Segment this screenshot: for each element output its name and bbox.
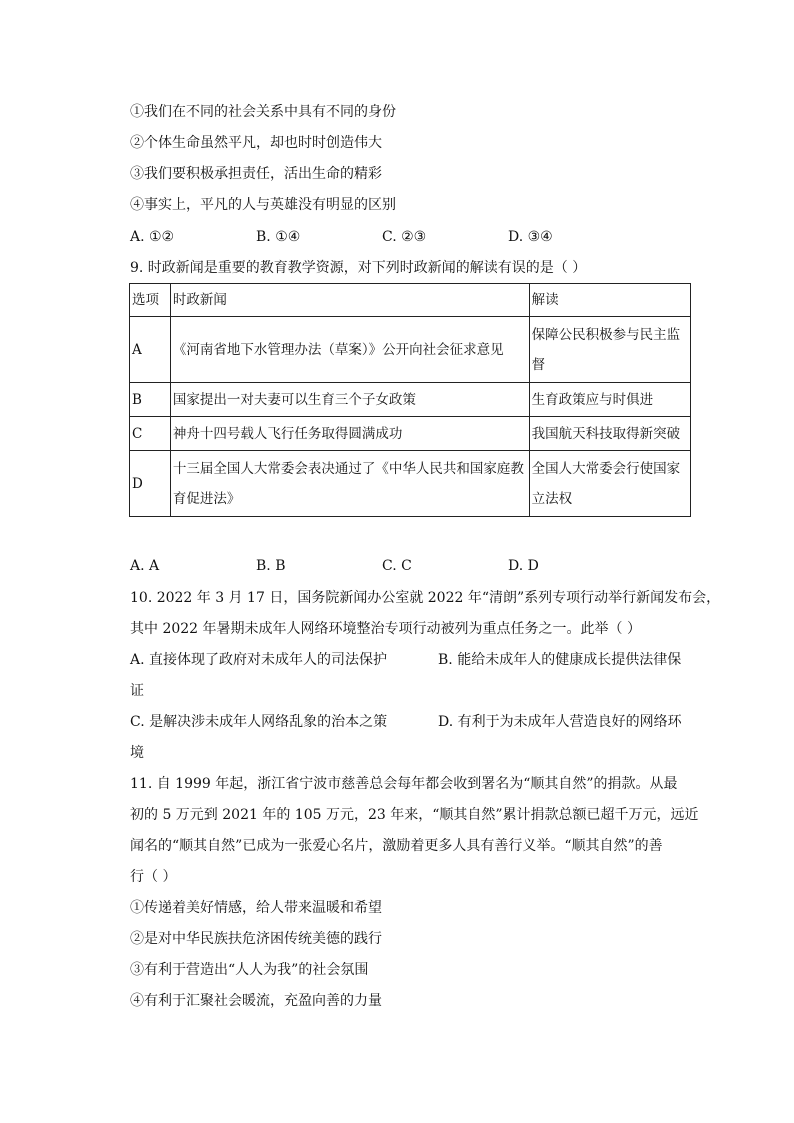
q9-option-b: B. B xyxy=(256,558,286,574)
q8-option-a: A. ①② xyxy=(130,229,175,245)
table-header-cell: 时政新闻 xyxy=(170,284,529,317)
q10-option-c: C. 是解决涉未成年人网络乱象的治本之策 xyxy=(130,714,388,730)
q10-options-row-2 xyxy=(130,712,690,732)
q10-option-b-continued: 证 xyxy=(130,683,144,699)
q10-stem-line-1: 10. 2022 年 3 月 17 日，国务院新闻办公室就 2022 年“清朗”系列专项行动举行新闻发布会， xyxy=(130,590,721,606)
q10-option-a: A. 直接体现了政府对未成年人的司法保护 xyxy=(130,652,388,668)
table-header-cell: 解读 xyxy=(529,284,690,317)
q9-table xyxy=(129,283,691,517)
q8-option-b: B. ①④ xyxy=(256,229,301,245)
table-header-row xyxy=(130,284,691,317)
q9-option-c: C. C xyxy=(382,558,412,574)
q11-statement-2: ②是对中华民族扶危济困传统美德的践行 xyxy=(130,931,382,947)
table-cell: 全国人大常委会行使国家立法权 xyxy=(529,451,690,517)
q10-stem-line-2: 其中 2022 年暑期未成年人网络环境整治专项行动被列为重点任务之一。此举（ ） xyxy=(130,621,641,637)
q9-options xyxy=(130,556,690,576)
table-cell: 生育政策应与时俱进 xyxy=(529,383,690,417)
q11-stem-line-4: 行（ ） xyxy=(130,869,177,885)
table-row xyxy=(130,383,691,417)
q9-option-a: A. A xyxy=(130,558,160,574)
table-cell: D xyxy=(130,451,171,517)
table-cell: 《河南省地下水管理办法（草案）》公开向社会征求意见 xyxy=(170,317,529,383)
table-cell: 十三届全国人大常委会表决通过了《中华人民共和国家庭教育促进法》 xyxy=(170,451,529,517)
q10-options-row-1 xyxy=(130,650,690,670)
q10-option-d-continued: 境 xyxy=(130,745,144,761)
table-cell: C xyxy=(130,417,171,451)
q8-option-d: D. ③④ xyxy=(508,229,553,245)
q11-stem-line-1: 11. 自 1999 年起，浙江省宁波市慈善总会每年都会收到署名为“顺其自然”的捐款。从最 xyxy=(130,776,678,792)
q8-statement-4: ④事实上，平凡的人与英雄没有明显的区别 xyxy=(130,197,396,213)
q9-option-d: D. D xyxy=(508,558,539,574)
table-cell: A xyxy=(130,317,171,383)
q11-stem-line-3: 闻名的“顺其自然”已成为一张爱心名片，激励着更多人具有善行义举。“顺其自然”的善 xyxy=(130,838,663,854)
table-header-cell: 选项 xyxy=(130,284,171,317)
table-row xyxy=(130,317,691,383)
table-cell: B xyxy=(130,383,171,417)
q8-statement-2: ②个体生命虽然平凡，却也时时创造伟大 xyxy=(130,135,382,151)
table-row xyxy=(130,451,691,517)
q9-stem: 9. 时政新闻是重要的教育教学资源，对下列时政新闻的解读有误的是（ ） xyxy=(130,260,587,276)
q11-statement-1: ①传递着美好情感，给人带来温暖和希望 xyxy=(130,900,382,916)
table-cell: 国家提出一对夫妻可以生育三个子女政策 xyxy=(170,383,529,417)
table-row xyxy=(130,417,691,451)
q8-statement-1: ①我们在不同的社会关系中具有不同的身份 xyxy=(130,104,396,120)
q11-statement-4: ④有利于汇聚社会暖流，充盈向善的力量 xyxy=(130,993,382,1009)
q8-options xyxy=(130,227,690,247)
q8-option-c: C. ②③ xyxy=(382,229,427,245)
q8-statement-3: ③我们要积极承担责任，活出生命的精彩 xyxy=(130,166,382,182)
q11-stem-line-2: 初的 5 万元到 2021 年的 105 万元，23 年来，“顺其自然”累计捐款总额已超千万元，远近 xyxy=(130,807,699,823)
table-cell: 神舟十四号载人飞行任务取得圆满成功 xyxy=(170,417,529,451)
q10-option-d: D. 有利于为未成年人营造良好的网络环 xyxy=(438,714,682,730)
table-cell: 我国航天科技取得新突破 xyxy=(529,417,690,451)
q10-option-b: B. 能给未成年人的健康成长提供法律保 xyxy=(438,652,682,668)
table-cell: 保障公民积极参与民主监督 xyxy=(529,317,690,383)
q11-statement-3: ③有利于营造出“人人为我”的社会氛围 xyxy=(130,962,369,978)
